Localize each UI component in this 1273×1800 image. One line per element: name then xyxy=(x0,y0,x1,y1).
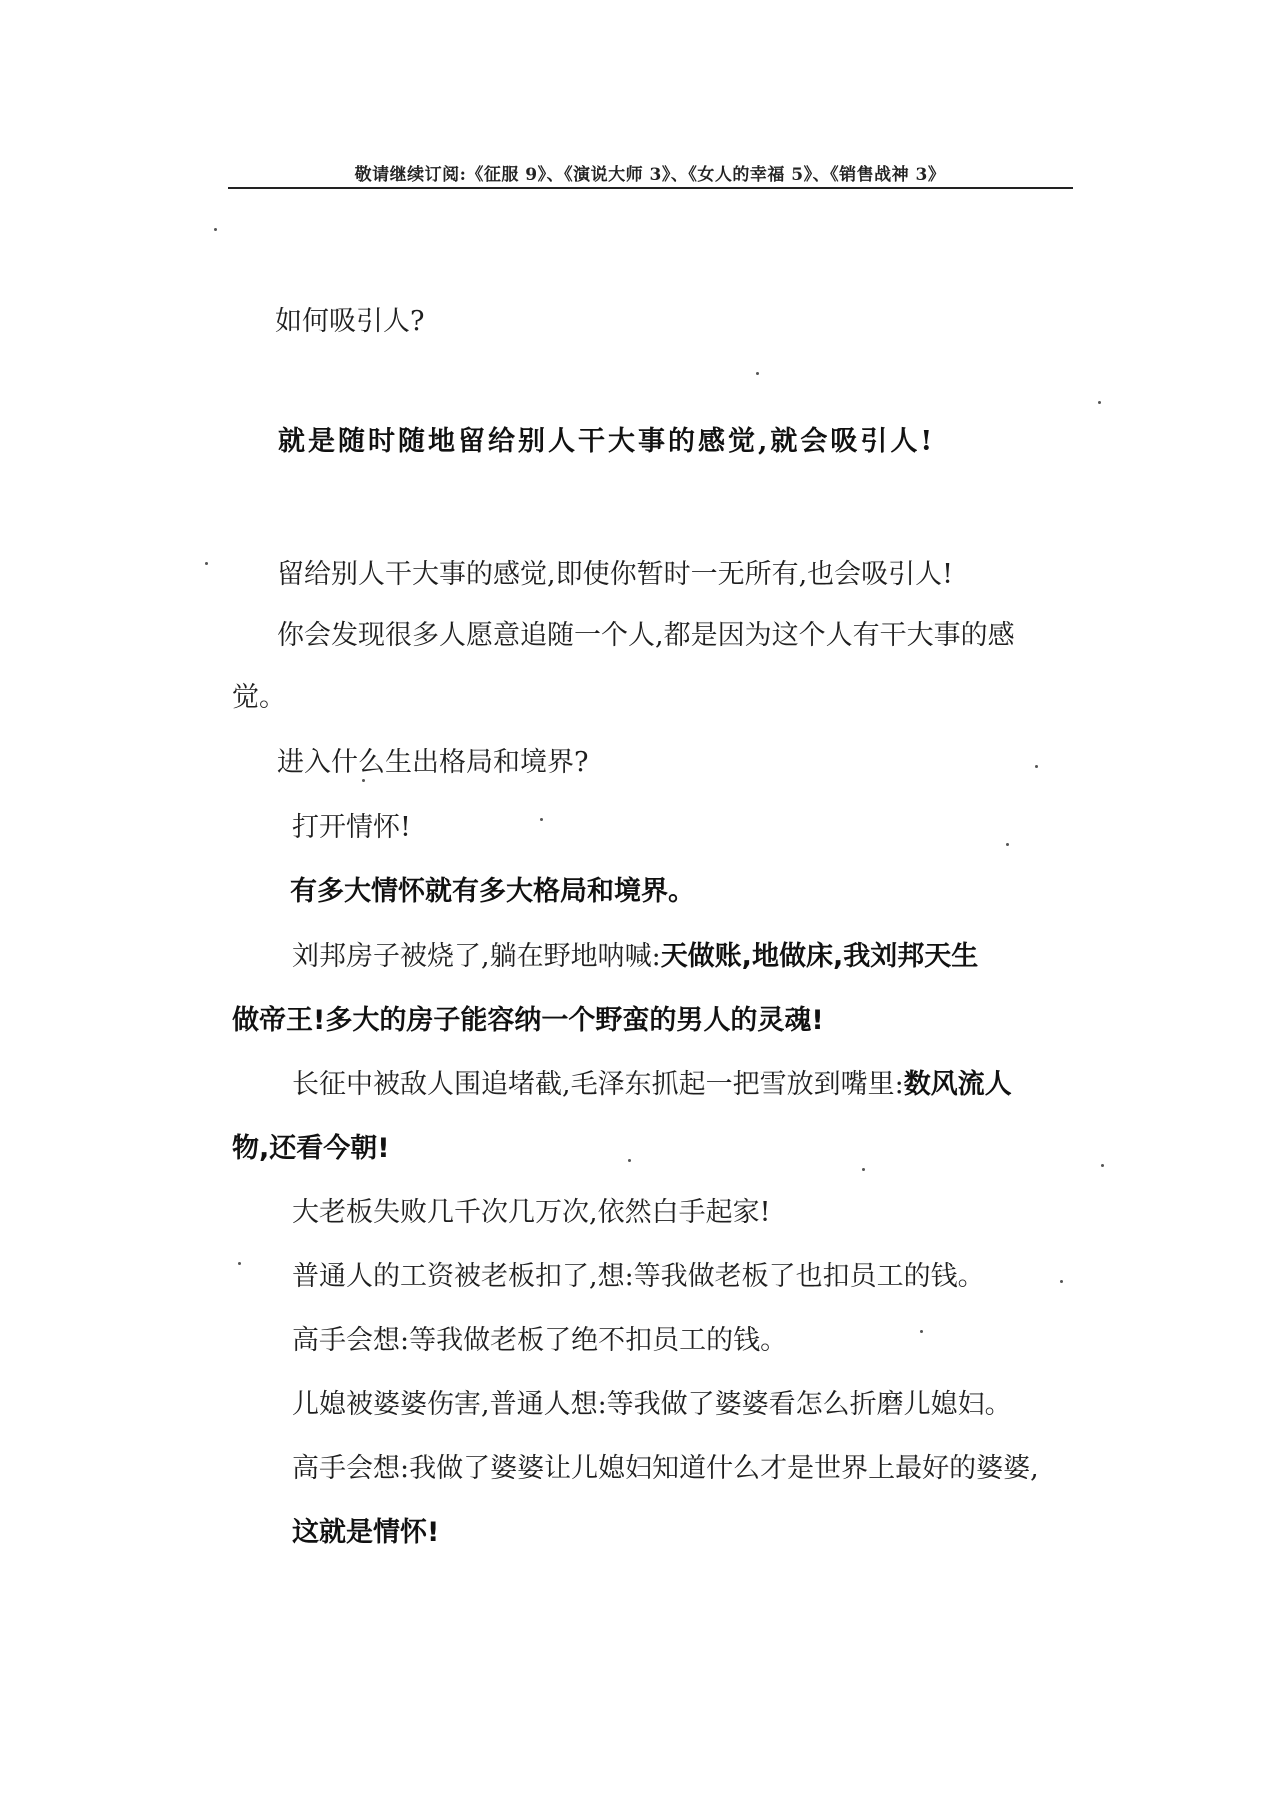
paragraph-followers-line1: 你会发现很多人愿意追随一个人,都是因为这个人有干大事的感 xyxy=(277,620,1015,651)
scan-speck xyxy=(628,1159,631,1162)
paragraph-ordinary-salary: 普通人的工资被老板扣了,想:等我做老板了也扣员工的钱。 xyxy=(292,1261,985,1292)
scan-speck xyxy=(862,1168,865,1171)
paragraph-key-answer: 就是随时随地留给别人干大事的感觉,就会吸引人! xyxy=(278,426,936,457)
scan-speck xyxy=(205,562,208,565)
scan-speck xyxy=(756,372,759,375)
scan-speck xyxy=(1006,843,1009,846)
scan-speck xyxy=(1060,1280,1063,1283)
longmarch-normal-text: 长征中被敌人围追堵截,毛泽东抓起一把雪放到嘴里: xyxy=(292,1069,904,1100)
liubang-normal-text: 刘邦房子被烧了,躺在野地呐喊: xyxy=(292,941,661,972)
paragraph-expert-motherinlaw: 高手会想:我做了婆婆让儿媳妇知道什么才是世界上最好的婆婆, xyxy=(292,1453,1039,1484)
paragraph-liubang-line2: 做帝王!多大的房子能容纳一个野蛮的男人的灵魂! xyxy=(232,1005,824,1036)
scan-speck xyxy=(920,1330,923,1333)
paragraph-question-attract: 如何吸引人? xyxy=(275,306,425,337)
running-header: 敬请继续订阅:《征服 9》、《演说大师 3》、《女人的幸福 5》、《销售战神 3》 xyxy=(354,165,946,185)
paragraph-feelings-pattern: 有多大情怀就有多大格局和境界。 xyxy=(290,876,695,907)
scan-speck xyxy=(1101,1164,1104,1167)
liubang-bold-text: 天做账,地做床,我刘邦天生 xyxy=(660,941,979,972)
paragraph-ordinary-motherinlaw: 儿媳被婆婆伤害,普通人想:等我做了婆婆看怎么折磨儿媳妇。 xyxy=(292,1389,1012,1420)
paragraph-expert-salary: 高手会想:等我做老板了绝不扣员工的钱。 xyxy=(292,1325,788,1356)
scan-speck xyxy=(540,818,543,821)
paragraph-big-boss: 大老板失败几千次几万次,依然白手起家! xyxy=(292,1197,771,1228)
paragraph-liubang-line1 xyxy=(292,939,978,975)
paragraph-this-is-feelings: 这就是情怀! xyxy=(292,1517,440,1548)
paragraph-big-things-feeling: 留给别人干大事的感觉,即使你暂时一无所有,也会吸引人! xyxy=(277,559,954,590)
paragraph-question-pattern: 进入什么生出格局和境界? xyxy=(277,747,589,778)
scan-speck xyxy=(214,228,217,231)
paragraph-longmarch-line1 xyxy=(292,1067,1012,1103)
paragraph-followers-line2: 觉。 xyxy=(232,682,286,713)
scan-speck xyxy=(362,779,365,782)
scan-speck xyxy=(238,1262,241,1265)
scan-speck xyxy=(1098,401,1101,404)
paragraph-longmarch-line2: 物,还看今朝! xyxy=(232,1133,390,1164)
scan-speck xyxy=(1035,765,1038,768)
header-rule xyxy=(228,187,1073,189)
longmarch-bold-text: 数风流人 xyxy=(903,1069,1012,1100)
paragraph-open-feelings: 打开情怀! xyxy=(292,812,411,843)
